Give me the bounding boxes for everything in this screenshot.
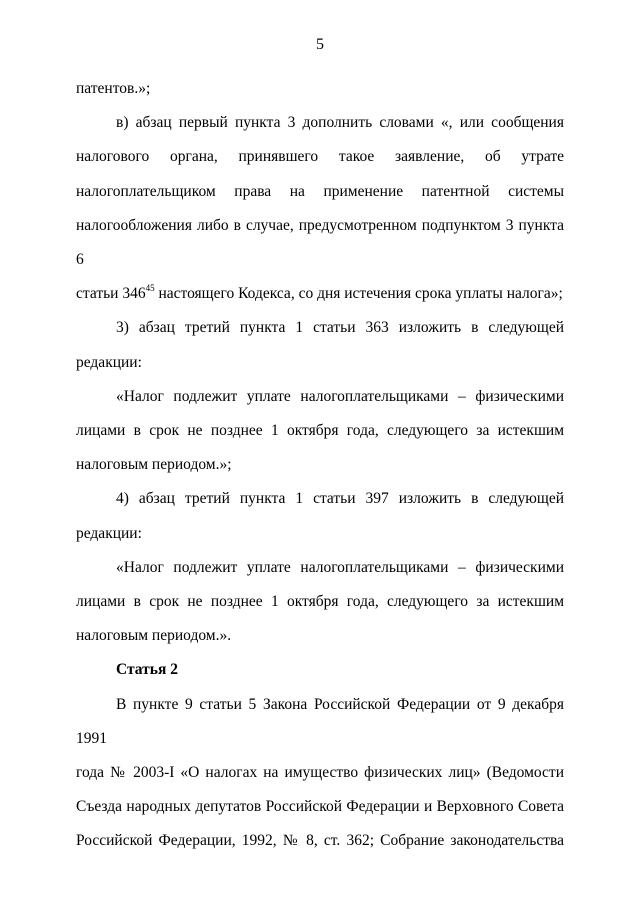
text-line: налогообложения либо в случае, предусмотренном подпунктом 3 пункта 6 — [76, 216, 564, 269]
text-line: налоговым периодом.»; — [76, 456, 232, 474]
text-line: налоговым периодом.». — [76, 627, 232, 645]
text-line: лицами в срок не позднее 1 октября года, следующего за истекшим — [76, 422, 564, 440]
text-line: «Налог подлежит уплате налогоплательщиками – физическими — [116, 387, 564, 405]
text-line: патентов.»; — [76, 80, 151, 97]
text-line: лицами в срок не позднее 1 октября года, следующего за истекшим — [76, 593, 564, 611]
superscript: 45 — [145, 283, 155, 294]
text-line: редакции: — [76, 353, 142, 371]
text-line: 3) абзац третий пункта 1 статьи 363 изложить в следующей — [116, 319, 564, 337]
text-line: Российской Федерации, 1992, № 8, ст. 362; Собрание законодательства — [76, 832, 564, 850]
text-line: В пункте 9 статьи 5 Закона Российской Федерации от 9 декабря 1991 — [76, 695, 564, 747]
text-line: в) абзац первый пункта 3 дополнить словами «, или сообщения — [116, 114, 564, 132]
document-body — [76, 72, 564, 859]
page-number: 5 — [316, 36, 324, 53]
text-line: Съезда народных депутатов Российской Федерации и Верховного Совета — [76, 798, 564, 816]
text-fragment: настоящего Кодекса, со дня истечения срока уплаты налога»; — [154, 285, 563, 303]
text-line: 4) абзац третий пункта 1 статьи 397 изложить в следующей — [116, 490, 564, 508]
text-line: налогового органа, принявшего такое заявление, об утрате — [76, 148, 564, 166]
article-heading: Статья 2 — [116, 661, 178, 679]
text-line-with-superscript — [76, 277, 564, 311]
text-line: налогоплательщиком права на применение патентной системы — [76, 182, 564, 200]
text-line: «Налог подлежит уплате налогоплательщиками – физическими — [116, 558, 564, 576]
text-line: года № 2003-I «О налогах на имущество физических лиц» (Ведомости — [76, 764, 564, 782]
text-line: редакции: — [76, 524, 142, 542]
text-fragment: статьи 346 — [76, 285, 146, 303]
